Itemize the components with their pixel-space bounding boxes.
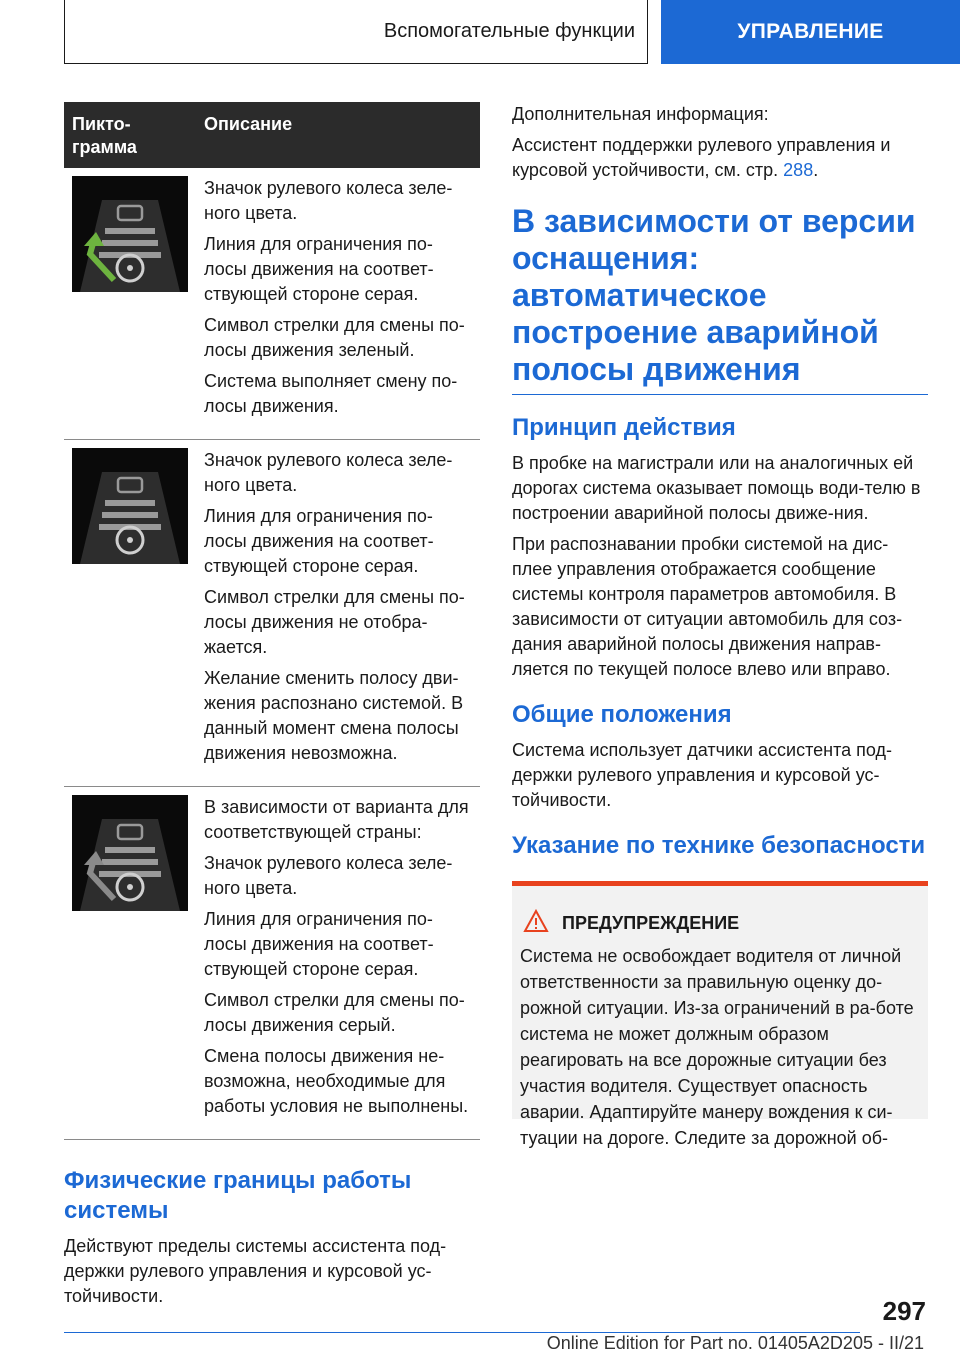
- pictogram-table: [64, 102, 480, 1140]
- warning-text: Система не освобождает водителя от личной ответственности за правильную оценку до-рожной ситуации. Из-за ограничений в ра-боте система не может должным образом реагировать на все дорожные ситуации без участия водителя. Существует опасность аварии. Адаптируйте манеру вождения к си-туации на дороге. Следите за дорожной об-: [520, 946, 914, 1148]
- page-reference-link[interactable]: 288: [783, 160, 814, 180]
- principle-heading: Принцип действия: [512, 414, 736, 441]
- heading-divider: [512, 394, 928, 395]
- safety-heading: Указание по технике безопасности: [512, 832, 926, 859]
- pictogram-cell: [64, 168, 196, 440]
- description-line: Линия для ограничения по-лосы движения на соответ-ствующей стороне серая.: [204, 234, 434, 304]
- description-line: В зависимости от варианта для соответствующей страны:: [204, 797, 469, 842]
- chapter-tab[interactable]: [661, 0, 960, 64]
- col-header-pictogram: Пикто-грамма: [64, 102, 196, 168]
- description-cell: [196, 787, 480, 1140]
- header-section-title: [64, 0, 648, 64]
- description-line: Символ стрелки для смены по-лосы движения не отобра-жается.: [204, 587, 465, 657]
- description-line: Смена полосы движения не-возможна, необходимые для работы условия не выполнены.: [204, 1046, 469, 1116]
- col-header-description: Описание: [196, 102, 480, 168]
- description-cell: [196, 168, 480, 440]
- left-column: [64, 102, 480, 1315]
- lane-change-arrow-green-icon: [72, 176, 188, 292]
- table-row: [64, 787, 480, 1140]
- principle-paragraph: При распознавании пробки системой на дис-плее управления отображается сообщение системы контроля параметров автомобиля. В зависимости от ситуации автомобиль для соз-дания аварийной полосы движения направ-ляется по текущей полосе влево или вправо.: [512, 534, 903, 679]
- principle-paragraph: В пробке на магистрали или на аналогичных ей дорогах система оказывает помощь води-телю в построении аварийной полосы движе-ния.: [512, 453, 921, 523]
- section-title: Вспомогательные функции: [383, 20, 635, 42]
- warning-triangle-icon: [524, 910, 548, 937]
- system-limits-heading: Физические границы работы системы: [64, 1167, 412, 1224]
- chapter-title: УПРАВЛЕНИЕ: [737, 20, 884, 43]
- steering-wheel-lane-icon: [72, 448, 188, 564]
- description-line: Значок рулевого колеса зеле-ного цвета.: [204, 853, 453, 898]
- lane-change-arrow-grey-icon: [72, 795, 188, 911]
- description-line: Символ стрелки для смены по-лосы движения зеленый.: [204, 315, 465, 360]
- info-end: .: [813, 160, 819, 180]
- general-paragraph: Система использует датчики ассистента под-держки рулевого управления и курсовой ус-тойчивости.: [512, 740, 892, 810]
- description-line: Символ стрелки для смены по-лосы движения серый.: [204, 990, 465, 1035]
- table-header-row: [64, 102, 480, 168]
- table-row: [64, 168, 480, 440]
- general-heading: Общие положения: [512, 701, 732, 728]
- page-number: 297: [882, 1296, 926, 1326]
- description-line: Линия для ограничения по-лосы движения на соответ-ствующей стороне серая.: [204, 909, 434, 979]
- description-line: Желание сменить полосу дви-жения распознано системой. В данный момент смена полосы движения невозможна.: [204, 668, 464, 763]
- warning-box: [512, 881, 928, 1148]
- system-limits-text: Действуют пределы системы ассистента под-держки рулевого управления и курсовой ус-тойчивости.: [64, 1236, 447, 1306]
- section-heading: В зависимости от версии оснащения: автоматическое построение аварийной полосы движения: [512, 203, 916, 387]
- description-line: Линия для ограничения по-лосы движения на соответ-ствующей стороне серая.: [204, 506, 434, 576]
- info-label: Дополнительная информация:: [512, 104, 769, 124]
- pictogram-cell: [64, 787, 196, 1140]
- warning-header: [524, 910, 920, 937]
- description-cell: [196, 440, 480, 787]
- info-paragraph: [512, 133, 928, 183]
- description-line: Значок рулевого колеса зеле-ного цвета.: [204, 450, 453, 495]
- footer-edition: Online Edition for Part no. 01405A2D205 - II/21: [546, 1333, 924, 1353]
- description-line: Значок рулевого колеса зеле-ного цвета.: [204, 178, 453, 223]
- pictogram-cell: [64, 440, 196, 787]
- warning-title: ПРЕДУПРЕЖДЕНИЕ: [562, 913, 740, 933]
- info-text: Ассистент поддержки рулевого управления и курсовой устойчивости, см. стр.: [512, 135, 891, 180]
- right-column: [512, 102, 928, 1148]
- table-row: [64, 440, 480, 787]
- description-line: Система выполняет смену по-лосы движения.: [204, 371, 458, 416]
